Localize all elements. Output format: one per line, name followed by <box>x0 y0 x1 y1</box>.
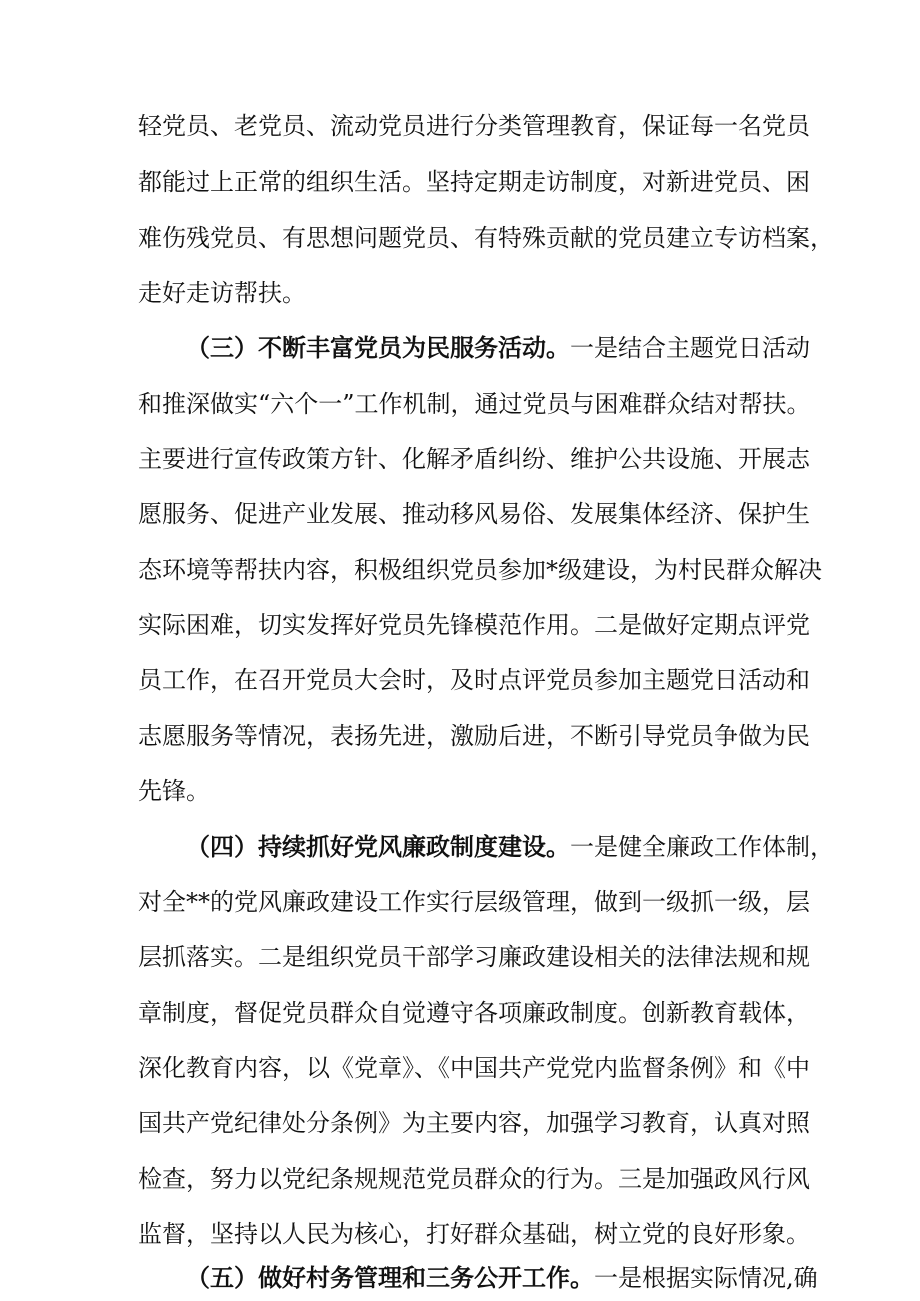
body-text-line: 轻党员、老党员、流动党员进行分类管理教育，保证每一名党员 <box>138 112 810 140</box>
body-text-line: 志愿服务等情况，表扬先进，激励后进，不断引导党员争做为民 <box>138 722 810 750</box>
section-heading: （三）不断丰富党员为民服务活动。 <box>186 333 570 362</box>
body-text-line: 先锋。 <box>138 777 210 805</box>
body-text-line: 监督，坚持以人民为核心，打好群众基础，树立党的良好形象。 <box>138 1220 810 1248</box>
body-text-line: 走好走访帮扶。 <box>138 279 306 307</box>
section-heading-line: （五）做好村务管理和三务公开工作。一是根据实际情况,确 <box>186 1263 818 1292</box>
body-text-line: 检查，努力以党纪条规规范党员群众的行为。三是加强政风行风 <box>138 1165 810 1193</box>
section-heading: （五）做好村务管理和三务公开工作。 <box>186 1263 594 1292</box>
section-heading-line: （四）持续抓好党风廉政制度建设。一是健全廉政工作体制， <box>186 832 834 861</box>
body-text-line: 深化教育内容，以《党章》、《中国共产党党内监督条例》和《中 <box>138 1054 810 1082</box>
body-text-line: 和推深做实“六个一”工作机制，通过党员与困难群众结对帮扶。 <box>138 390 811 418</box>
body-text-line: 章制度，督促党员群众自觉遵守各项廉政制度。创新教育载体， <box>138 999 810 1027</box>
body-text-line: 层抓落实。二是组织党员干部学习廉政建设相关的法律法规和规 <box>138 943 810 971</box>
body-text-line: 都能过上正常的组织生活。坚持定期走访制度，对新进党员、困 <box>138 168 810 196</box>
body-text-line: 对全**的党风廉政建设工作实行层级管理，做到一级抓一级，层 <box>138 888 810 916</box>
section-heading-line: （三）不断丰富党员为民服务活动。一是结合主题党日活动 <box>186 333 810 362</box>
body-text-line: 态环境等帮扶内容，积极组织党员参加*级建设，为村民群众解决 <box>138 556 822 584</box>
body-text-line: 国共产党纪律处分条例》为主要内容，加强学习教育，认真对照 <box>138 1109 810 1137</box>
body-text-line: 主要进行宣传政策方针、化解矛盾纠纷、维护公共设施、开展志 <box>138 445 810 473</box>
section-heading: （四）持续抓好党风廉政制度建设。 <box>186 832 570 861</box>
body-text-line: 难伤残党员、有思想问题党员、有特殊贡献的党员建立专访档案， <box>138 224 834 252</box>
body-text-line: 愿服务、促进产业发展、推动移风易俗、发展集体经济、保护生 <box>138 500 810 528</box>
body-text-line: 员工作，在召开党员大会时，及时点评党员参加主题党日活动和 <box>138 666 810 694</box>
body-text-line: 实际困难，切实发挥好党员先锋模范作用。二是做好定期点评党 <box>138 611 810 639</box>
